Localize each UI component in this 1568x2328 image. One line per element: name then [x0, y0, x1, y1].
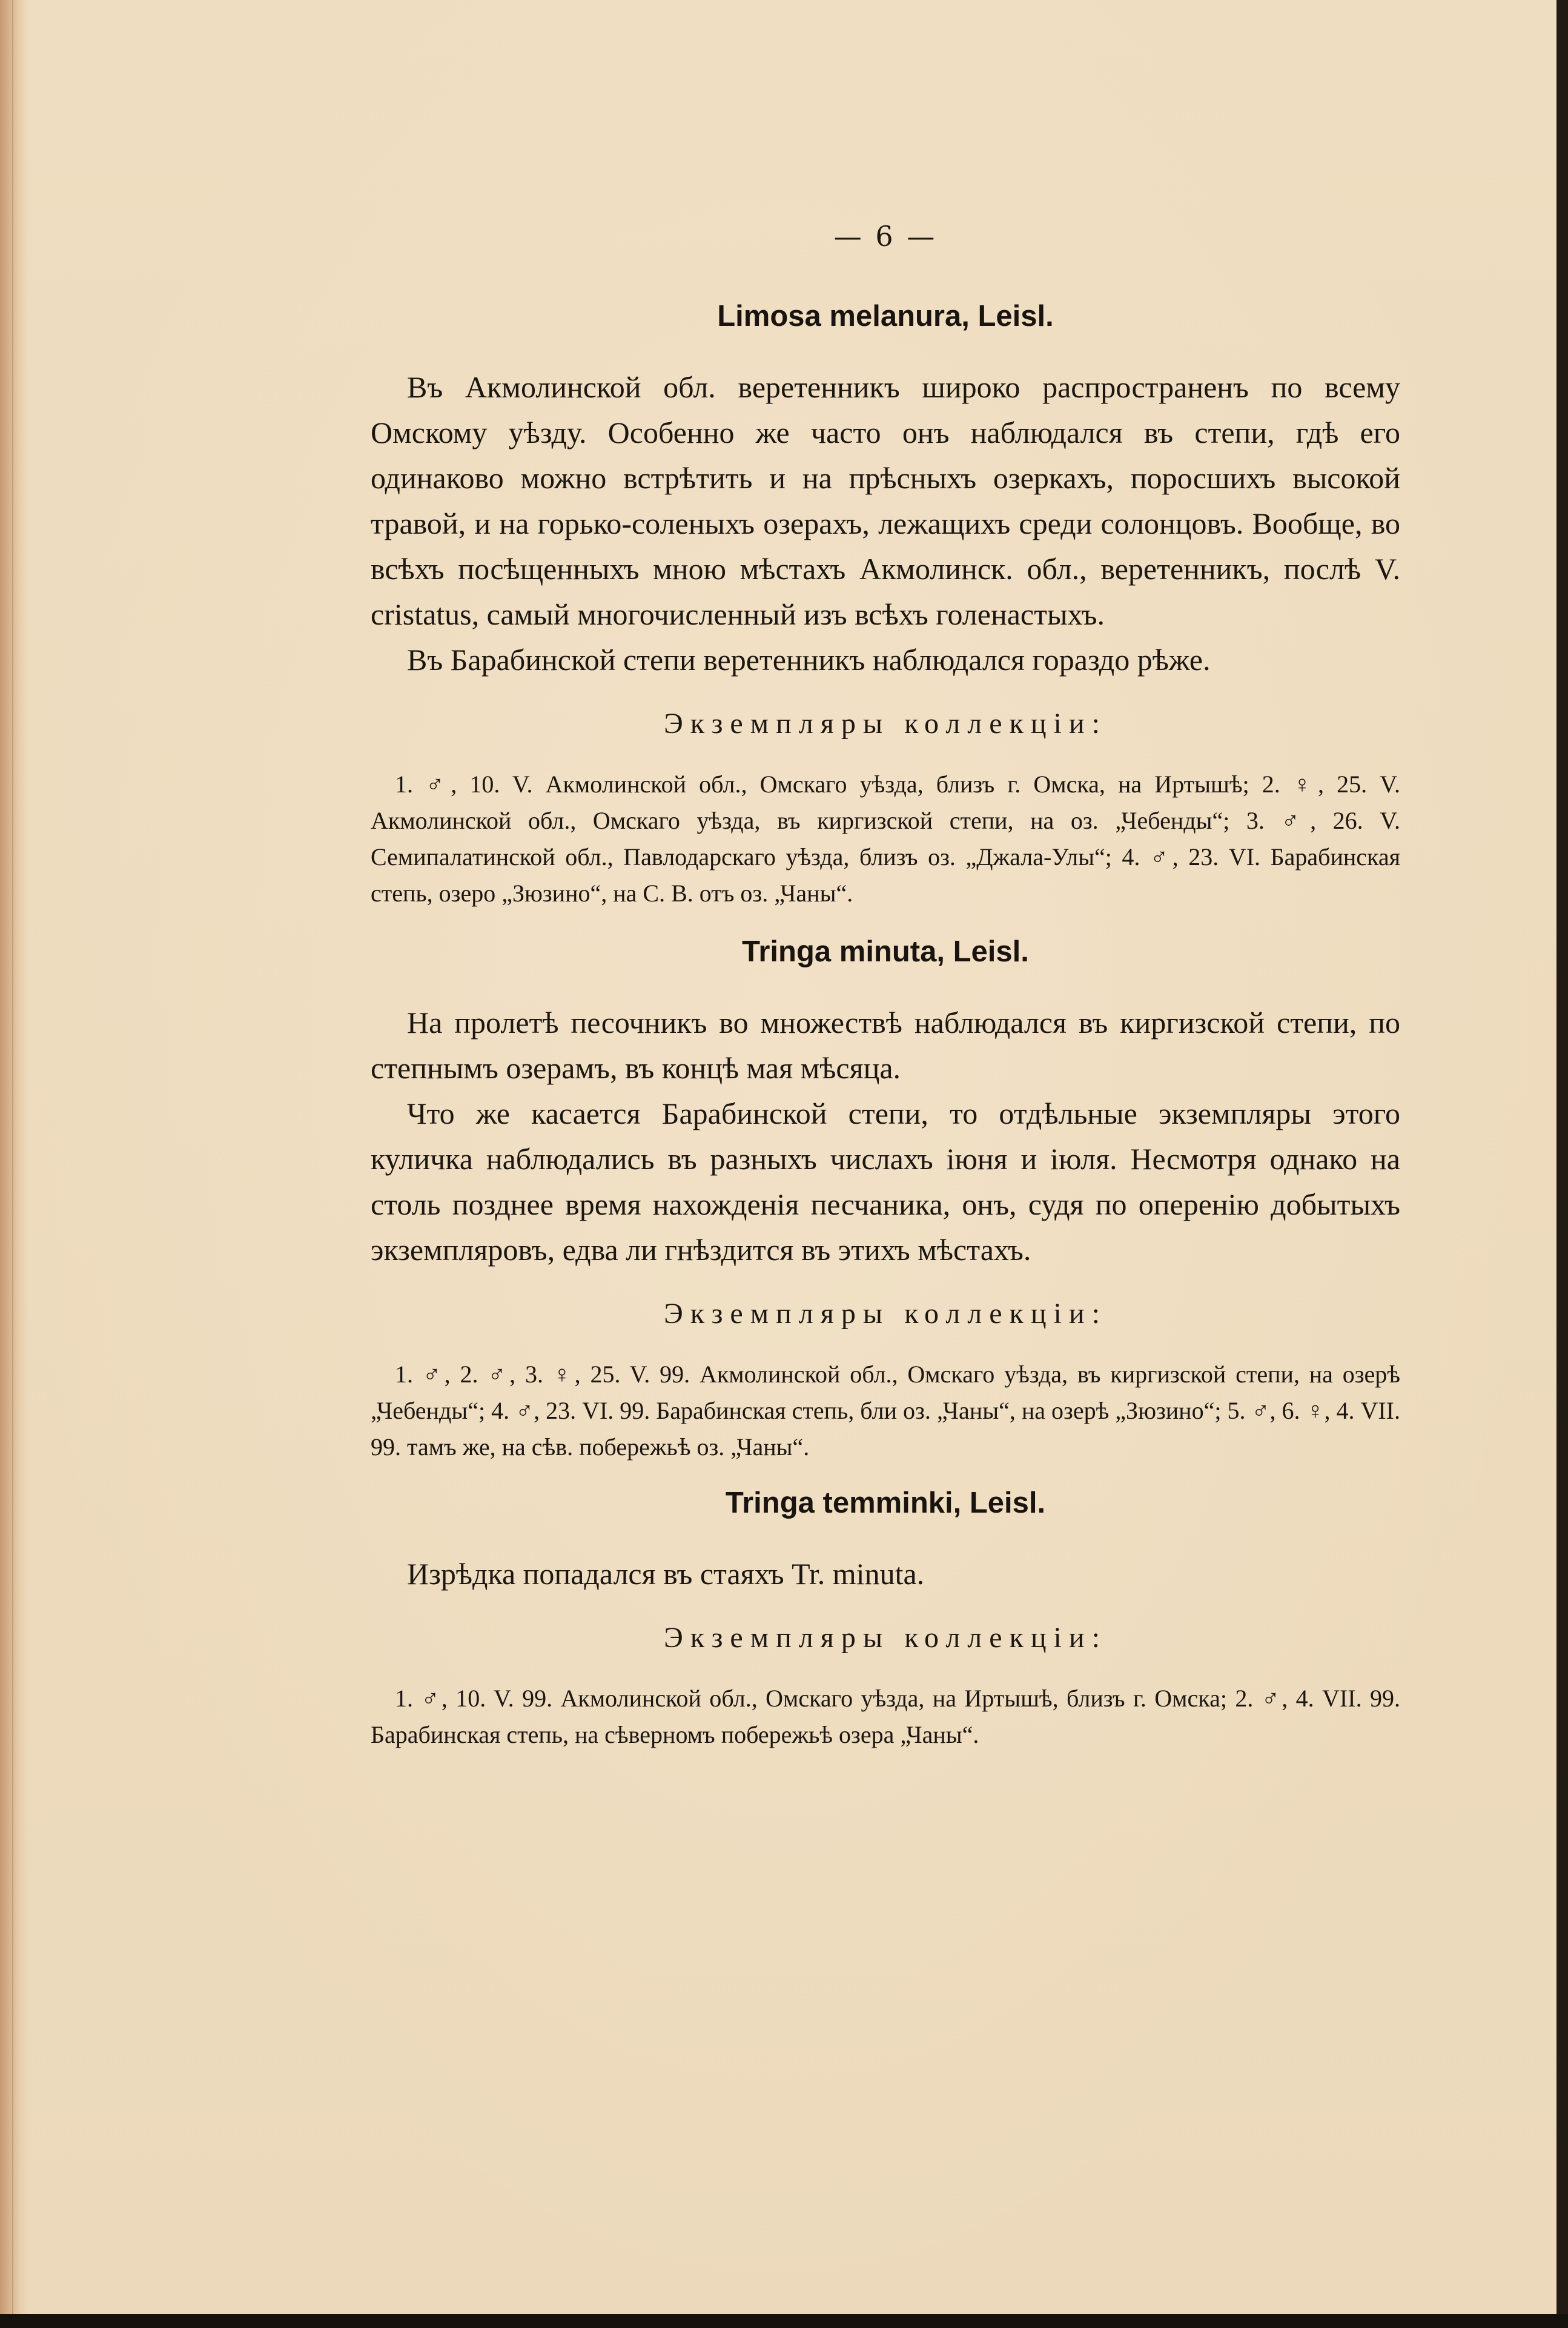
scan-bottom-border: [0, 2314, 1568, 2328]
species-heading: Limosa melanura, Leisl.: [717, 300, 1054, 333]
specimens-list: 1. ♂, 2. ♂, 3. ♀, 25. V. 99. Акмолинской обл., Омскаго уѣзда, въ киргизской степи, на озерѣ „Чебенды“; 4. ♂, 23. VI. 99. Барабинская степь, бли оз. „Чаны“, на озерѣ „Зюзино“; 5. ♂, 6. ♀, 4. VII. 99. тамъ же, на сѣв. побережьѣ оз. „Чаны“.: [371, 1361, 1400, 1461]
specimens-list: 1. ♂, 10. V. Акмолинской обл., Омскаго уѣзда, близъ г. Омска, на Иртышѣ; 2. ♀, 25. V. Акмолинской обл., Омскаго уѣзда, въ киргизской степи, на оз. „Чебенды“; 3. ♂, 26. V. Семипалатинской обл., Павлодарскаго уѣзда, близъ оз. „Джала-Улы“; 4. ♂, 23. VI. Барабинская степь, озеро „Зюзино“, на С. В. отъ оз. „Чаны“.: [371, 771, 1400, 907]
page-content: [371, 218, 1400, 1771]
specimens-heading: Экземпляры коллекціи:: [664, 1298, 1107, 1330]
paragraph: Изрѣдка попадался въ стаяхъ Tr. minuta.: [407, 1557, 925, 1591]
section-limosa-melanura: [371, 297, 1400, 912]
species-heading: Tringa temminki, Leisl.: [725, 1487, 1046, 1519]
species-heading: Tringa minuta, Leisl.: [742, 935, 1029, 968]
specimens-heading: Экземпляры коллекціи:: [664, 1622, 1107, 1654]
paragraph: Что же касается Барабинской степи, то отдѣльные экземпляры этого куличка наблюдались въ разныхъ числахъ іюня и іюля. Несмотря однако на столь позднее время нахожденія песчаника, онъ, судя по оперенію добытыхъ экземпляровъ, едва ли гнѣздится въ этихъ мѣстахъ.: [371, 1096, 1400, 1267]
binding-line: [12, 0, 13, 2328]
specimens-heading: Экземпляры коллекціи:: [664, 708, 1107, 740]
paragraph: Въ Барабинской степи веретенникъ наблюдался гораздо рѣже.: [407, 643, 1211, 677]
section-tringa-temminki: [371, 1484, 1400, 1753]
paragraph: Въ Акмолинской обл. веретенникъ широко распространенъ по всему Омскому уѣзду. Особенно же часто онъ наблюдался въ степи, гдѣ его одинаково можно встрѣтить и на прѣсныхъ озеркахъ, поросшихъ высокой травой, и на горько-соленыхъ озерахъ, лежащихъ среди солонцовъ. Вообще, во всѣхъ посѣщенныхъ мною мѣстахъ Акмолинск. обл., веретенникъ, послѣ V. cristatus, самый многочисленный изъ всѣхъ голенастыхъ.: [371, 370, 1400, 631]
page-number: — 6 —: [833, 220, 938, 253]
specimens-list: 1. ♂, 10. V. 99. Акмолинской обл., Омскаго уѣзда, на Иртышѣ, близъ г. Омска; 2. ♂, 4. VII. 99. Барабинская степь, на сѣверномъ побережьѣ озера „Чаны“.: [371, 1685, 1400, 1748]
scan-right-border: [1556, 0, 1568, 2328]
section-tringa-minuta: [371, 932, 1400, 1465]
paragraph: На пролетѣ песочникъ во множествѣ наблюдался въ киргизской степи, по степнымъ озерамъ, въ концѣ мая мѣсяца.: [371, 1006, 1400, 1085]
page-left-edge: [0, 0, 29, 2328]
